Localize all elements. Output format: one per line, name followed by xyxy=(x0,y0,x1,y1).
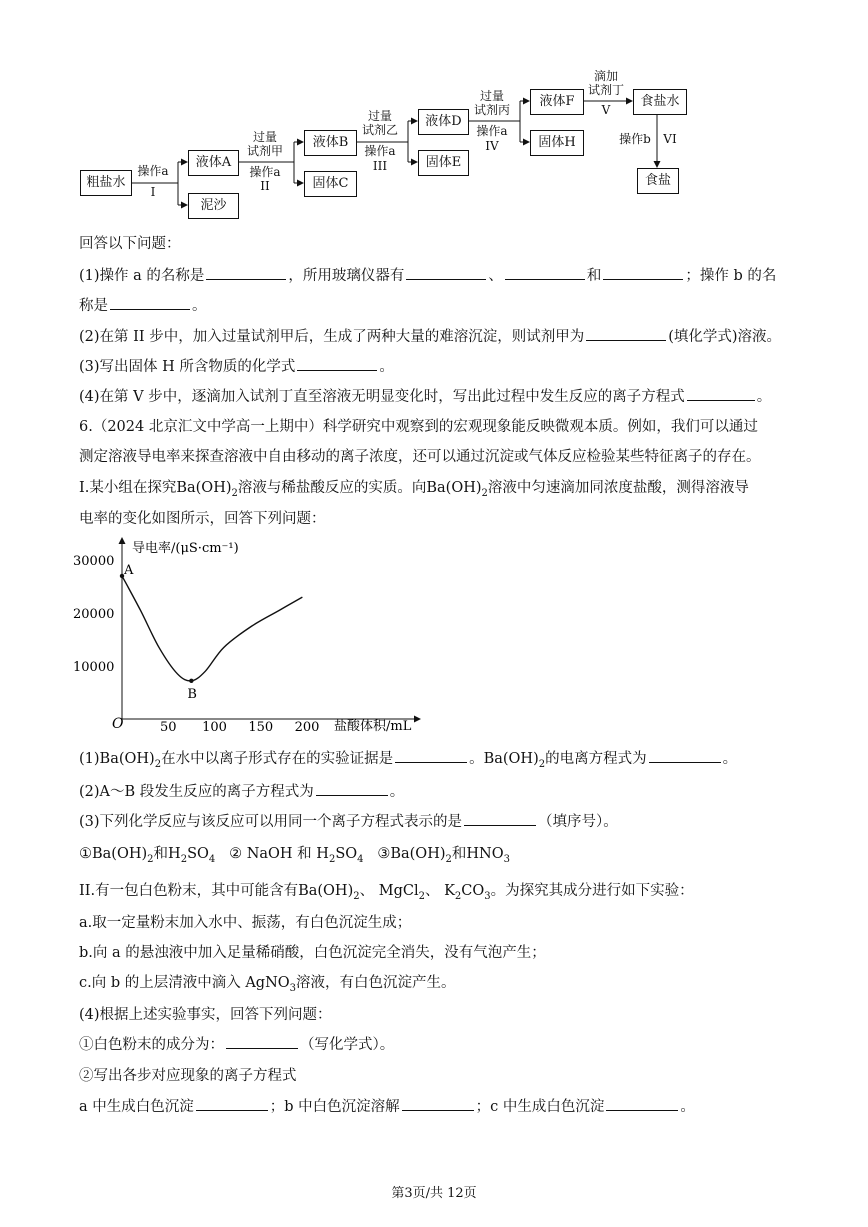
partII-q4-sub3: a 中生成白色沉淀 ；b 中白色沉淀溶解 ；c 中生成白色沉淀 。 xyxy=(79,1099,695,1115)
x-tick-label: 200 xyxy=(294,720,320,735)
conductivity-curve xyxy=(122,576,302,681)
q6-intro-line1: 6.（2024 北京汇文中学高一上期中）科学研究中观察到的宏观现象能反映微观本质。例如，我们可以通过 xyxy=(79,419,758,435)
q6-intro-line2: 测定溶液导电率来探查溶液中自由移动的离子浓度，还可以通过沉淀或气体反应检验某些特征离子的存在。 xyxy=(79,449,761,465)
intro-line: 回答以下问题： xyxy=(79,236,181,252)
q4-line: (4)在第 V 步中，逐滴加入试剂丁直至溶液无明显变化时，写出此过程中发生反应的离子方程式 。 xyxy=(79,389,772,405)
box-solid-c: 固体C xyxy=(304,171,357,197)
partII-q4-sub2: ②写出各步对应现象的离子方程式 xyxy=(79,1068,297,1084)
label-step2-reagent: 试剂甲 xyxy=(246,144,283,158)
point-label-a: A xyxy=(124,562,134,578)
x-tick-label: 100 xyxy=(202,720,227,735)
label-step3-num: III xyxy=(372,159,388,173)
answer-blank[interactable] xyxy=(206,267,286,280)
box-solid-h: 固体H xyxy=(530,130,584,156)
q3-line: (3)写出固体 H 所含物质的化学式 。 xyxy=(79,359,394,375)
box-liquid-b: 液体B xyxy=(304,130,357,156)
answer-blank[interactable] xyxy=(586,328,666,341)
qI3-line: (3)下列化学反应与该反应可以用同一个离子方程式表示的是 （填序号）。 xyxy=(79,814,618,830)
box-solid-e: 固体E xyxy=(418,150,469,176)
qI2-line: (2)A～B 段发生反应的离子方程式为 。 xyxy=(79,784,405,800)
answer-blank[interactable] xyxy=(196,1098,268,1111)
q1-line1: (1)操作 a 的名称是 ，所用玻璃仪器有 、 和 ；操作 b 的名 xyxy=(79,268,777,284)
y-tick-label: 30000 xyxy=(73,554,115,569)
partII-q4-sub1: ①白色粉末的成分为： （写化学式）。 xyxy=(79,1037,395,1053)
label-step1-num: I xyxy=(150,185,156,199)
box-sand: 泥沙 xyxy=(188,193,239,219)
label-step5-add: 滴加 xyxy=(593,69,618,83)
answer-blank[interactable] xyxy=(110,297,190,310)
x-axis-label: 盐酸体积/mL xyxy=(334,719,412,734)
y-axis-label: 导电率/(μS·cm⁻¹) xyxy=(132,541,239,556)
box-liquid-f: 液体F xyxy=(530,89,584,115)
point-b xyxy=(189,679,193,683)
point-label-b: B xyxy=(187,686,197,702)
x-tick-label: 50 xyxy=(159,720,177,735)
partII-step-a: a.取一定量粉末加入水中、振荡，有白色沉淀生成； xyxy=(79,915,412,931)
label-step4-op: 操作a xyxy=(476,124,508,138)
answer-blank[interactable] xyxy=(603,267,683,280)
answer-blank[interactable] xyxy=(687,388,755,401)
box-liquid-d: 液体D xyxy=(418,109,469,135)
label-step6-op: 操作b xyxy=(619,132,651,146)
box-salt: 食盐 xyxy=(637,168,679,194)
partII-q4: (4)根据上述实验事实，回答下列问题： xyxy=(79,1007,332,1023)
label-step4-reagent: 试剂丙 xyxy=(473,103,510,117)
label-step2-excess: 过量 xyxy=(252,130,277,144)
answer-blank[interactable] xyxy=(402,1098,474,1111)
answer-blank[interactable] xyxy=(226,1036,298,1049)
label-step5-reagent: 试剂丁 xyxy=(587,83,624,97)
answer-blank[interactable] xyxy=(505,267,585,280)
qI3-options: $①Ba(OH)_2$和$H_2SO_4$ ② NaOH 和 $H_2SO_4$ $③Ba(OH)_2$和$HNO_3$ xyxy=(79,846,510,865)
answer-blank[interactable] xyxy=(297,358,377,371)
partII-step-c: c.向 b 的上层清液中滴入 AgNO$_3$溶液，有白色沉淀产生。 xyxy=(79,975,456,994)
label-step5-num: V xyxy=(601,103,611,117)
y-tick-label: 20000 xyxy=(73,607,115,622)
partI-line1: I.某小组在探究$Ba(OH)_2$溶液与稀盐酸反应的实质。向$Ba(OH)_2$溶液中匀速滴加同浓度盐酸，测得溶液导 xyxy=(79,480,749,499)
answer-blank[interactable] xyxy=(406,267,486,280)
qI1-line: $(1)Ba(OH)_2$在水中以离子形式存在的实验证据是 。$Ba(OH)_2$的电离方程式为 。 xyxy=(79,751,738,770)
box-liquid-a: 液体A xyxy=(188,150,239,176)
label-step4-num: IV xyxy=(485,139,499,153)
origin-label: O xyxy=(112,716,124,732)
partII-step-b: b.向 a 的悬浊液中加入足量稀硝酸，白色沉淀完全消失，没有气泡产生； xyxy=(79,945,546,961)
answer-blank[interactable] xyxy=(606,1098,678,1111)
conductivity-chart xyxy=(70,530,440,745)
answer-blank[interactable] xyxy=(395,750,467,763)
label-step6-num: VI xyxy=(663,132,677,146)
q2-line: (2)在第 II 步中，加入过量试剂甲后，生成了两种大量的难溶沉淀，则试剂甲为 (填化学式)溶液。 xyxy=(79,329,782,345)
q1-line2: 称是 。 xyxy=(79,298,207,314)
label-step2-op: 操作a xyxy=(249,165,281,179)
answer-blank[interactable] xyxy=(316,783,388,796)
y-tick-label: 10000 xyxy=(73,660,115,675)
partI-line2: 电率的变化如图所示，回答下列问题： xyxy=(79,511,326,527)
label-step3-excess: 过量 xyxy=(367,109,392,123)
label-step3-op: 操作a xyxy=(364,144,396,158)
label-step1-op: 操作a xyxy=(137,164,169,178)
partII-line1: II.有一包白色粉末，其中可能含有$Ba(OH)_2$、 MgCl$_2$、 $K_2CO_3$。为探究其成分进行如下实验： xyxy=(79,883,694,902)
x-tick-label: 150 xyxy=(248,720,274,735)
answer-blank[interactable] xyxy=(649,750,721,763)
label-step2-num: II xyxy=(260,179,270,193)
label-step4-excess: 过量 xyxy=(479,89,504,103)
label-step3-reagent: 试剂乙 xyxy=(361,123,398,137)
page-footer: 第3页/共 12页 xyxy=(391,1186,477,1201)
box-crude-brine: 粗盐水 xyxy=(80,170,132,196)
box-brine: 食盐水 xyxy=(633,89,687,115)
answer-blank[interactable] xyxy=(464,813,536,826)
